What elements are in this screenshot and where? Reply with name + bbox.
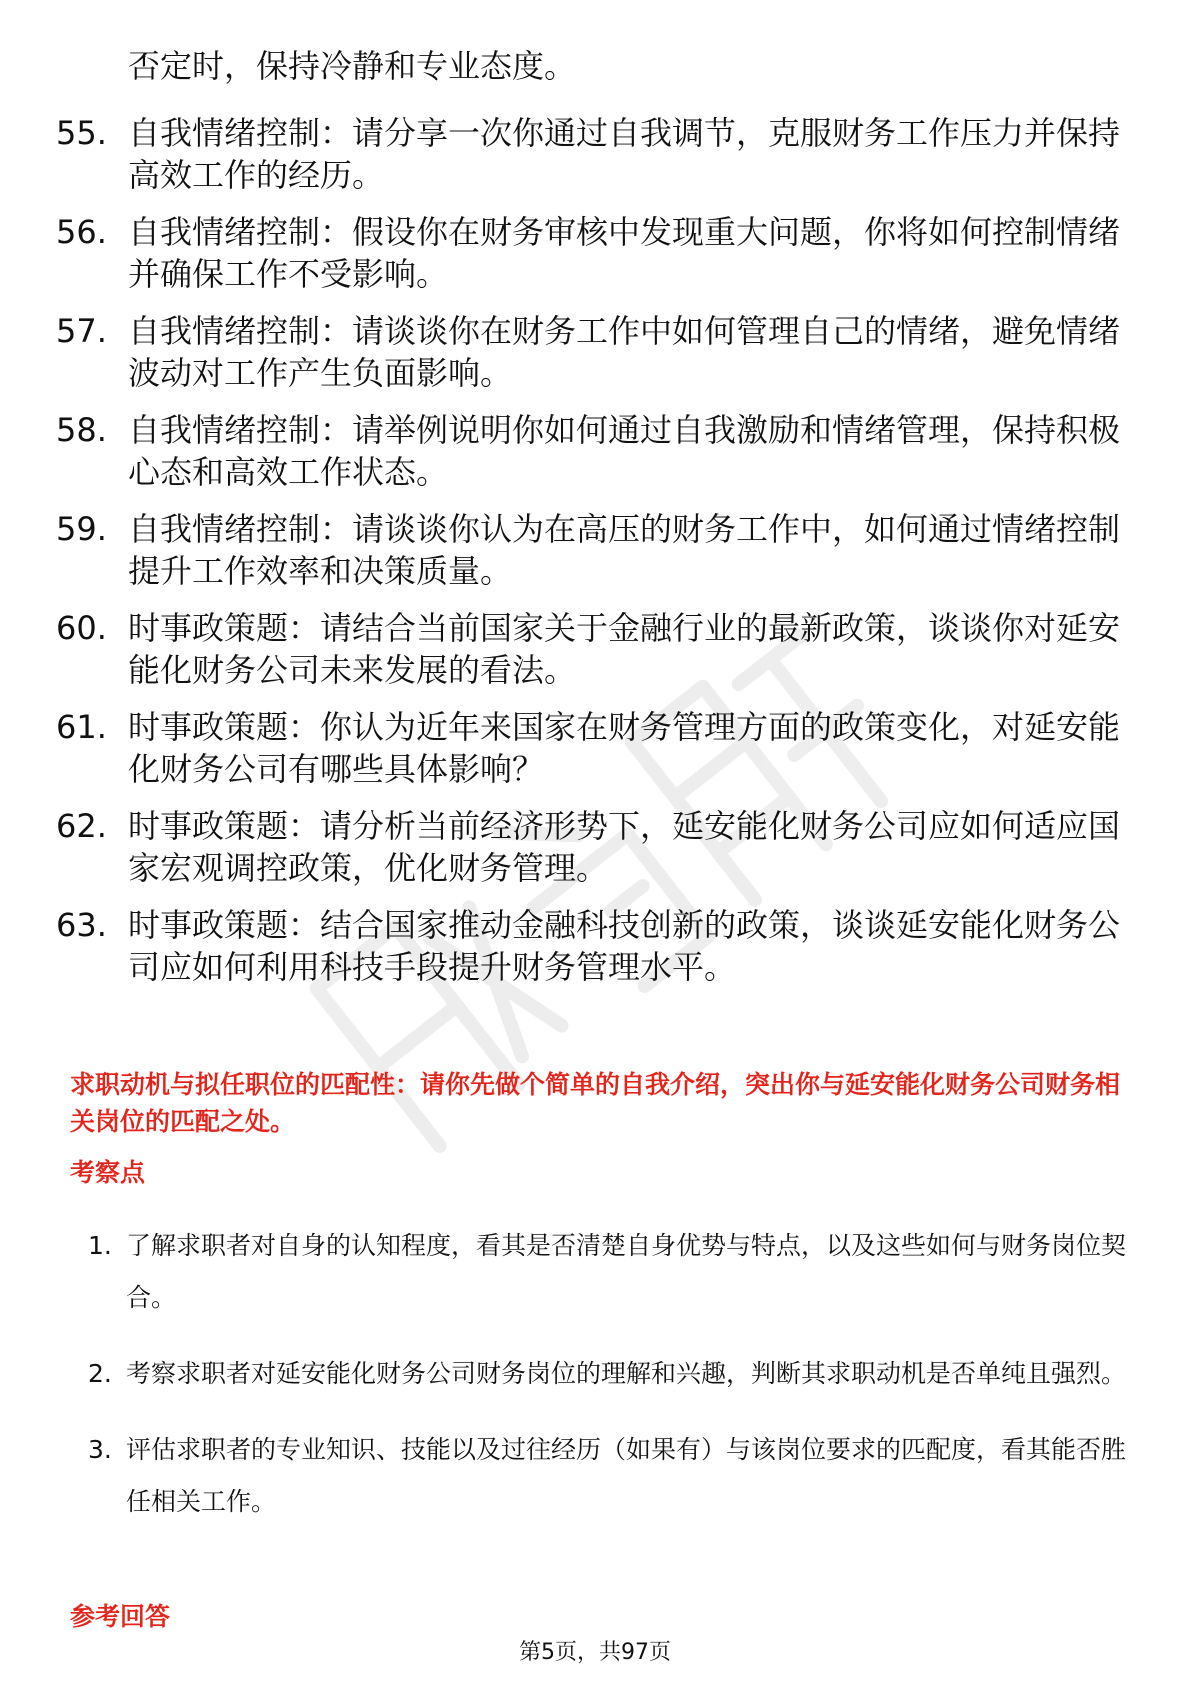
list-item — [56, 607, 1136, 691]
question-text: 自我情绪控制：请举例说明你如何通过自我激励和情绪管理，保持积极心态和高效工作状态。 — [128, 411, 1121, 491]
point-text: 了解求职者对自身的认知程度，看其是否清楚自身优势与特点，以及这些如何与财务岗位契合。 — [126, 1231, 1127, 1312]
list-item — [88, 1220, 1138, 1324]
list-item — [56, 904, 1136, 988]
list-item — [88, 1424, 1138, 1528]
section-heading: 求职动机与拟任职位的匹配性：请你先做个简单的自我介绍，突出你与延安能化财务公司财务相关岗位的匹配之处。 — [70, 1070, 1121, 1136]
assessment-points-list — [88, 1220, 1138, 1552]
list-item — [56, 508, 1136, 592]
question-number: 63. — [56, 906, 107, 944]
question-number: 56. — [56, 213, 107, 251]
question-text: 时事政策题：请分析当前经济形势下，延安能化财务公司应如何适应国家宏观调控政策，优化财务管理。 — [128, 807, 1121, 887]
question-number: 55. — [56, 114, 107, 152]
page-footer: 第5页，共97页 — [519, 1640, 671, 1665]
point-number: 1. — [88, 1231, 112, 1260]
list-item — [56, 409, 1136, 493]
list-item — [56, 805, 1136, 889]
question-number: 62. — [56, 807, 107, 845]
point-text: 考察求职者对延安能化财务公司财务岗位的理解和兴趣，判断其求职动机是否单纯且强烈。 — [126, 1359, 1127, 1388]
list-item — [56, 112, 1136, 196]
question-text: 自我情绪控制：请谈谈你在财务工作中如何管理自己的情绪，避免情绪波动对工作产生负面影响。 — [128, 312, 1121, 392]
question-list — [56, 112, 1136, 1003]
question-text: 自我情绪控制：请分享一次你通过自我调节，克服财务工作压力并保持高效工作的经历。 — [128, 114, 1121, 194]
list-item — [88, 1348, 1138, 1400]
question-number: 61. — [56, 708, 107, 746]
point-number: 2. — [88, 1359, 112, 1388]
point-number: 3. — [88, 1435, 112, 1464]
point-text: 评估求职者的专业知识、技能以及过往经历（如果有）与该岗位要求的匹配度，看其能否胜任相关工作。 — [126, 1435, 1127, 1516]
list-item — [56, 706, 1136, 790]
list-item — [56, 310, 1136, 394]
reference-answer-heading: 参考回答 — [70, 1602, 171, 1631]
assessment-points-heading: 考察点 — [70, 1158, 146, 1187]
question-text: 自我情绪控制：请谈谈你认为在高压的财务工作中，如何通过情绪控制提升工作效率和决策质量。 — [128, 510, 1121, 590]
question-text: 时事政策题：你认为近年来国家在财务管理方面的政策变化，对延安能化财务公司有哪些具体影响？ — [128, 708, 1121, 788]
question-number: 60. — [56, 609, 107, 647]
question-text: 时事政策题：结合国家推动金融科技创新的政策，谈谈延安能化财务公司应如何利用科技手段提升财务管理水平。 — [128, 906, 1121, 986]
continuation-text: 否定时，保持冷静和专业态度。 — [128, 47, 577, 85]
question-text: 自我情绪控制：假设你在财务审核中发现重大问题，你将如何控制情绪并确保工作不受影响。 — [128, 213, 1121, 293]
question-text: 时事政策题：请结合当前国家关于金融行业的最新政策，谈谈你对延安能化财务公司未来发展的看法。 — [128, 609, 1121, 689]
question-number: 58. — [56, 411, 107, 449]
question-number: 57. — [56, 312, 107, 350]
list-item — [56, 211, 1136, 295]
question-number: 59. — [56, 510, 107, 548]
